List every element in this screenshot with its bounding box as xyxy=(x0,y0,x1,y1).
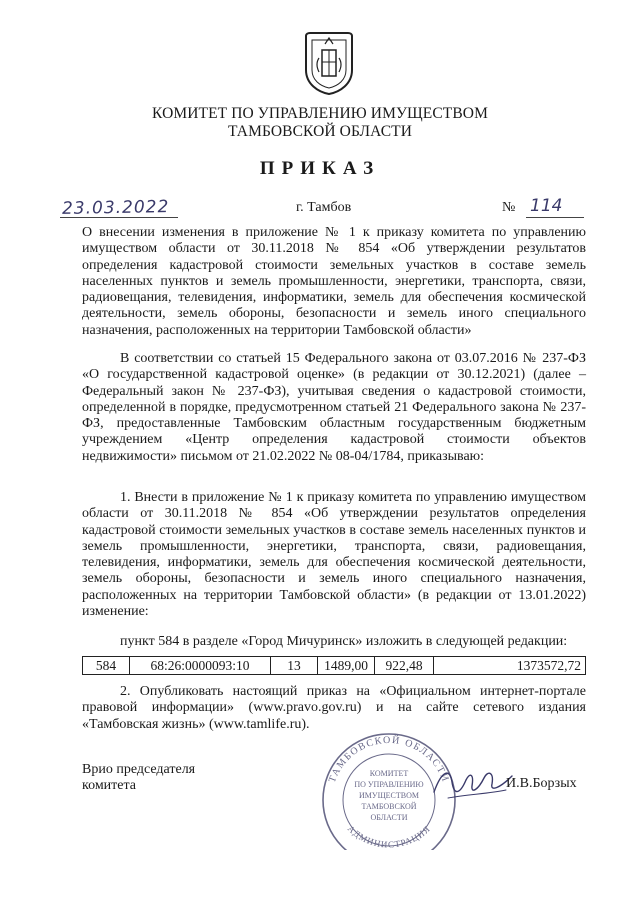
signatory-position-line2: комитета xyxy=(82,778,137,793)
coat-of-arms-icon xyxy=(298,30,360,96)
stamp-line5: ОБЛАСТИ xyxy=(370,813,408,822)
doc-title: ПРИКАЗ xyxy=(259,158,381,179)
stamp-line2: ПО УПРАВЛЕНИЮ xyxy=(354,780,424,789)
legal-basis: В соответствии со статьей 15 Федерального закона от 03.07.2016 № 237-ФЗ «О государственной кадастровой оценке» (в редакции от 30.12.2021) (далее – Федеральный закон № 237-ФЗ), учитывая сведения о кадастровой стоимости, определенной в порядке, предусмотренном статьей 21 Федерального закона № 237-ФЗ, предоставленные Тамбовским областным государственным бюджетным учреждением «Центр определения кадастровой стоимости объектов недвижимости» письмом от 21.02.2022 № 08-04/1784, приказываю: xyxy=(82,351,586,464)
record-item-number: 584 xyxy=(83,657,130,675)
stamp-outer-text-bottom: АДМИНИСТРАЦИЯ xyxy=(345,823,433,850)
item-1: 1. Внести в приложение № 1 к приказу комитета по управлению имуществом области от 30.11.2018 № 854 «Об утверждении результатов определения кадастровой стоимости земельных участков в составе земель населенных пунктов и земель промышленности, энергетики, транспорта, связи, радиовещания, телевидения, информатики, земель для обеспечения космической деятельности, земель обороны, безопасности и земель иного специального назначения, расположенных на территории Тамбовской области» (в редакции от 13.01.2022) изменение: xyxy=(82,490,586,620)
record-area: 1489,00 xyxy=(318,657,375,675)
order-number-label: № xyxy=(502,200,516,215)
signatory-name: И.В.Борзых xyxy=(506,776,577,791)
record-code: 13 xyxy=(271,657,318,675)
order-number: 114 xyxy=(530,196,563,216)
handwritten-signature xyxy=(428,760,518,806)
table-row xyxy=(83,657,586,675)
order-city: г. Тамбов xyxy=(296,200,352,215)
date-underline xyxy=(60,217,178,218)
item-2: 2. Опубликовать настоящий приказ на «Официальном интернет-портале правовой информации» (www.pravo.gov.ru) и на сайте сетевого издания «Тамбовская жизнь» (www.tamlife.ru). xyxy=(82,684,586,732)
item-1-subpoint: пункт 584 в разделе «Город Мичуринск» изложить в следующей редакции: xyxy=(120,634,568,649)
record-cadastral-value: 1373572,72 xyxy=(434,657,586,675)
record-cadastral-number: 68:26:0000093:10 xyxy=(130,657,271,675)
order-subject: О внесении изменения в приложение № 1 к приказу комитета по управлению имуществом области от 30.11.2018 № 854 «Об утверждении результатов определения кадастровой стоимости земельных участков в составе земель населенных пунктов и земель промышленности, энергетики, транспорта, связи, радиовещания, телевидения, информатики, земель для обеспечения космической деятельности, земель обороны, безопасности и земель иного специального назначения, расположенных на территории Тамбовской области» xyxy=(82,225,586,338)
org-name-line2: ТАМБОВСКОЙ ОБЛАСТИ xyxy=(228,123,412,140)
stamp-line3: ИМУЩЕСТВОМ xyxy=(359,791,419,800)
number-underline xyxy=(526,217,584,218)
stamp-line1: КОМИТЕТ xyxy=(369,769,409,778)
order-date: 23.03.2022 xyxy=(61,197,170,219)
svg-text:АДМИНИСТРАЦИЯ xyxy=(346,823,433,849)
org-name-line1: КОМИТЕТ ПО УПРАВЛЕНИЮ ИМУЩЕСТВОМ xyxy=(152,105,488,122)
signatory-position xyxy=(82,762,195,794)
stamp-outer-text: ТАМБОВСКОЙ ОБЛАСТИ xyxy=(326,734,452,785)
cadastral-record-table xyxy=(82,656,586,675)
signatory-position-line1: Врио председателя xyxy=(82,762,196,777)
stamp-line4: ТАМБОВСКОЙ xyxy=(361,802,417,811)
record-specific-value: 922,48 xyxy=(375,657,434,675)
